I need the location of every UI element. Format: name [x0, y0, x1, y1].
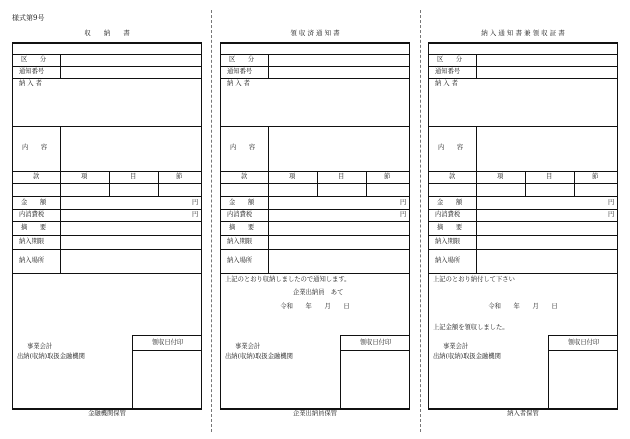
rule	[476, 196, 477, 221]
label-kan: 款	[241, 173, 248, 180]
rule	[221, 183, 409, 184]
date-line: 令和 年 月 日	[280, 303, 350, 310]
stamp-label: 領収日付印	[133, 336, 202, 351]
rule	[317, 171, 318, 196]
rule	[429, 183, 617, 184]
office-line-1: 事業会計	[443, 343, 469, 350]
label-due-date: 納入期限	[435, 238, 461, 245]
rule	[574, 171, 575, 196]
date-stamp-box	[132, 335, 202, 409]
rule	[429, 126, 617, 127]
received-text: 上記金額を領収しました。	[433, 324, 509, 331]
rule	[429, 209, 617, 210]
column-receipt-notice	[220, 0, 410, 439]
rule	[221, 249, 409, 250]
label-kubun: 区 分	[21, 56, 47, 63]
rule	[221, 196, 409, 197]
label-ko: 項	[289, 173, 296, 180]
label-consumption-tax: 内消費税	[435, 211, 461, 218]
label-moku: 目	[546, 173, 553, 180]
label-payer: 納 入 者	[435, 80, 458, 87]
label-notice-number: 通知番号	[435, 68, 461, 75]
rule	[60, 221, 61, 273]
form-title: 収 納 書	[84, 29, 130, 37]
rule	[221, 171, 409, 172]
rule	[13, 78, 201, 79]
rule	[429, 171, 617, 172]
label-amount: 金 額	[229, 199, 255, 206]
column-receipt-record	[12, 0, 202, 439]
rule	[366, 171, 367, 196]
rule	[429, 235, 617, 236]
rule	[13, 235, 201, 236]
rule	[13, 209, 201, 210]
rule	[221, 54, 409, 55]
label-yen: 円	[400, 199, 407, 206]
rule	[429, 196, 617, 197]
label-ko: 項	[81, 173, 88, 180]
label-payer: 納 入 者	[19, 80, 42, 87]
rule	[60, 171, 61, 196]
label-place: 納入場所	[435, 257, 461, 264]
rule	[221, 235, 409, 236]
rule	[13, 183, 201, 184]
date-stamp-box	[340, 335, 410, 409]
rule	[268, 54, 269, 78]
rule	[60, 126, 61, 171]
rule	[13, 54, 201, 55]
label-kubun: 区 分	[437, 56, 463, 63]
date-line: 令和 年 月 日	[488, 303, 558, 310]
rule	[13, 126, 201, 127]
rule	[13, 273, 201, 274]
footer-retention: 納入者保管	[507, 410, 539, 417]
rule	[221, 78, 409, 79]
form-table	[428, 42, 618, 410]
label-moku: 目	[130, 173, 137, 180]
label-setsu: 節	[592, 173, 599, 180]
label-notice-number: 通知番号	[19, 68, 45, 75]
label-amount: 金 額	[21, 199, 47, 206]
label-yen: 円	[608, 211, 615, 218]
form-table	[220, 42, 410, 410]
rule	[13, 171, 201, 172]
label-yen: 円	[400, 211, 407, 218]
label-consumption-tax: 内消費税	[227, 211, 253, 218]
rule	[429, 66, 617, 67]
label-content: 内 容	[22, 144, 48, 151]
label-yen: 円	[192, 211, 199, 218]
rule	[429, 54, 617, 55]
notice-text: 上記のとおり納付して下さい	[433, 276, 515, 283]
label-kubun: 区 分	[229, 56, 255, 63]
rule	[476, 54, 477, 78]
label-kan: 款	[449, 173, 456, 180]
rule	[13, 221, 201, 222]
label-due-date: 納入期限	[19, 238, 45, 245]
label-payer: 納 入 者	[227, 80, 250, 87]
label-place: 納入場所	[227, 257, 253, 264]
footer-retention: 金融機関保管	[88, 410, 126, 417]
label-remarks: 摘 要	[229, 224, 255, 231]
label-setsu: 節	[176, 173, 183, 180]
rule	[158, 171, 159, 196]
rule	[221, 273, 409, 274]
date-stamp-box	[548, 335, 618, 409]
label-due-date: 納入期限	[227, 238, 253, 245]
label-notice-number: 通知番号	[227, 68, 253, 75]
label-amount: 金 額	[437, 199, 463, 206]
rule	[109, 171, 110, 196]
form-number-label: 様式第9号	[12, 14, 45, 22]
rule	[429, 78, 617, 79]
office-line-1: 事業会計	[235, 343, 261, 350]
rule	[221, 126, 409, 127]
office-line-1: 事業会計	[27, 343, 53, 350]
label-remarks: 摘 要	[437, 224, 463, 231]
rule	[60, 196, 61, 221]
label-yen: 円	[192, 199, 199, 206]
rule	[268, 196, 269, 221]
office-line-2: 出納(収納)取扱金融機関	[17, 353, 85, 360]
rule	[476, 126, 477, 171]
cut-line-1	[211, 10, 212, 432]
cut-line-2	[420, 10, 421, 432]
rule	[60, 54, 61, 78]
label-content: 内 容	[438, 144, 464, 151]
form-table	[12, 42, 202, 410]
label-content: 内 容	[230, 144, 256, 151]
form-title: 納 入 通 知 書 兼 領 収 証 書	[481, 29, 565, 37]
label-place: 納入場所	[19, 257, 45, 264]
label-consumption-tax: 内消費税	[19, 211, 45, 218]
office-line-2: 出納(収納)取扱金融機関	[433, 353, 501, 360]
rule	[13, 196, 201, 197]
label-yen: 円	[608, 199, 615, 206]
footer-retention: 企業出納員保管	[292, 410, 338, 417]
office-line-2: 出納(収納)取扱金融機関	[225, 353, 293, 360]
label-ko: 項	[497, 173, 504, 180]
rule	[476, 171, 477, 196]
rule	[429, 273, 617, 274]
column-payment-notice-receipt	[428, 0, 618, 439]
rule	[221, 66, 409, 67]
rule	[476, 221, 477, 273]
rule	[13, 249, 201, 250]
label-setsu: 節	[384, 173, 391, 180]
label-kan: 款	[33, 173, 40, 180]
stamp-label: 領収日付印	[549, 336, 618, 351]
rule	[268, 221, 269, 273]
rule	[429, 221, 617, 222]
label-moku: 目	[338, 173, 345, 180]
stamp-label: 領収日付印	[341, 336, 410, 351]
rule	[429, 249, 617, 250]
rule	[221, 209, 409, 210]
rule	[525, 171, 526, 196]
form-title: 領 収 済 通 知 書	[290, 29, 340, 37]
notice-text: 上記のとおり収納しましたので通知します。	[225, 276, 351, 283]
rule	[221, 221, 409, 222]
rule	[13, 66, 201, 67]
rule	[268, 126, 269, 171]
rule	[268, 171, 269, 196]
signer-text: 企業出納員 あて	[293, 289, 344, 296]
label-remarks: 摘 要	[21, 224, 47, 231]
